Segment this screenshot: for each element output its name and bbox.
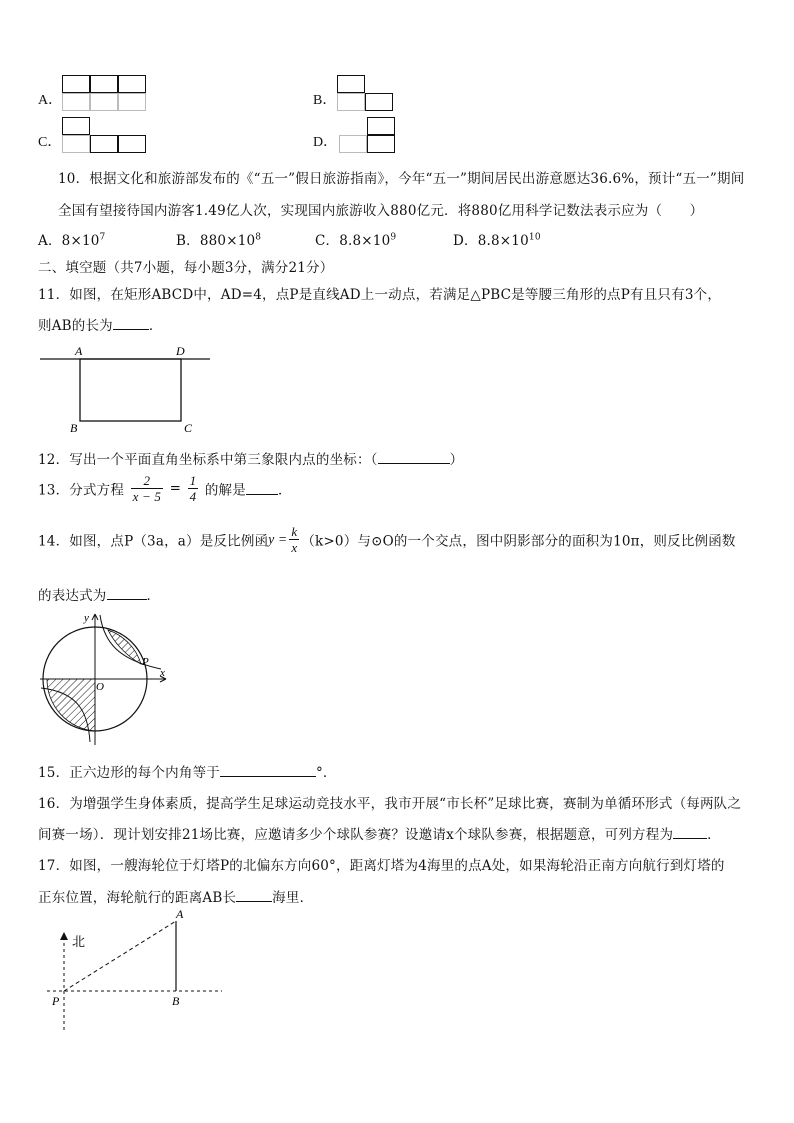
- q11-line2: 则AB的长为 ．: [38, 318, 163, 334]
- q14-answer-blank[interactable]: [107, 587, 147, 600]
- q11-answer-blank[interactable]: [113, 317, 149, 330]
- q17-label-a: A: [176, 907, 184, 921]
- q16-line2: 间赛一场）．现计划安排21场比赛，应邀请多少个球队参赛？设邀请x个球队参赛，根据题意，可列方程为 ．: [38, 827, 721, 843]
- q14-label-y: y: [84, 612, 89, 624]
- q12-line: 12．写出一个平面直角坐标系中第三象限内点的坐标：（ ）: [38, 452, 464, 468]
- q17-label-north: 北: [72, 935, 86, 950]
- q14-line2: 的表达式为 ．: [38, 588, 161, 604]
- q13-line: 13．分式方程 $\frac{2}{x - 5}$ = $\frac{1}{4}$ 的解是 ．: [38, 473, 292, 504]
- q11-label-d: D: [176, 344, 185, 358]
- q12-answer-blank[interactable]: [378, 451, 450, 464]
- q14-circle-figure: [38, 612, 172, 747]
- q13-fraction-left: $\frac{2}{x - 5}$: [132, 473, 162, 504]
- section2-title: 二、填空题（共7小题，每小题3分，满分21分）: [38, 260, 334, 276]
- q11-label-b: B: [70, 421, 78, 435]
- q10-line1: 10．根据文化和旅游部发布的《“五一”假日旅游指南》，今年“五一”期间居民出游意愿达36.6%，预计“五一”期间: [58, 171, 745, 187]
- q11-label-c: C: [184, 421, 193, 435]
- q10-line2: 全国有望接待国内游客1.49亿人次，实现国内旅游收入880亿元．将880亿用科学记数法表示应为（ ）: [58, 203, 704, 219]
- q14-label-x: x: [160, 667, 165, 679]
- q17-label-p: P: [52, 994, 60, 1008]
- q17-line2: 正东位置，海轮航行的距离AB长 海里．: [38, 890, 314, 906]
- q9-option-c-label: C．: [38, 135, 62, 150]
- q14-label-p: P: [142, 656, 149, 668]
- q9-option-b-label: B．: [313, 93, 337, 108]
- q13-fraction-right: $\frac{1}{4}$: [189, 473, 197, 504]
- q9-option-d-label: D．: [313, 135, 338, 150]
- q17-answer-blank[interactable]: [236, 889, 272, 902]
- q14-line1: 14．如图，点P（3a，a）是反比例函y = $\frac{k}{x}$ （k>0）与⊙O的一个交点，图中阴影部分的面积为10π，则反比例函数: [38, 524, 736, 555]
- q11-rectangle-figure: [38, 343, 213, 435]
- q11-label-a: A: [75, 344, 83, 358]
- q16-answer-blank[interactable]: [673, 826, 707, 839]
- q17-lighthouse-figure: [42, 906, 227, 1034]
- q10-option-c: C．$8.8\times 10^9$: [315, 232, 397, 249]
- q11-line1: 11．如图，在矩形ABCD中，AD=4，点P是直线AD上一动点，若满足△PBC是等腰三角形的点P有且只有3个，: [38, 287, 722, 303]
- q10-option-d: D．$8.8\times 10^{10}$: [453, 232, 541, 249]
- q10-option-b: B．$880\times 10^8$: [176, 232, 262, 249]
- q14-fraction: $\frac{k}{x}$: [291, 524, 298, 555]
- q17-label-b: B: [172, 994, 180, 1008]
- q16-line1: 16．为增强学生身体素质，提高学生足球运动竞技水平，我市开展“市长杯”足球比赛，赛制为单循环形式（每两队之: [38, 796, 742, 812]
- q13-answer-blank[interactable]: [246, 482, 278, 495]
- q15-answer-blank[interactable]: [220, 764, 316, 777]
- q15-line: 15．正六边形的每个内角等于 °．: [38, 765, 337, 781]
- q10-option-a: A．$8\times 10^7$: [38, 232, 106, 249]
- q9-option-a-label: A．: [38, 93, 63, 108]
- q14-label-o: O: [96, 681, 104, 693]
- q17-line1: 17．如图，一艘海轮位于灯塔P的北偏东方向60°，距离灯塔为4海里的点A处，如果海轮沿正南方向航行到灯塔的: [38, 858, 725, 874]
